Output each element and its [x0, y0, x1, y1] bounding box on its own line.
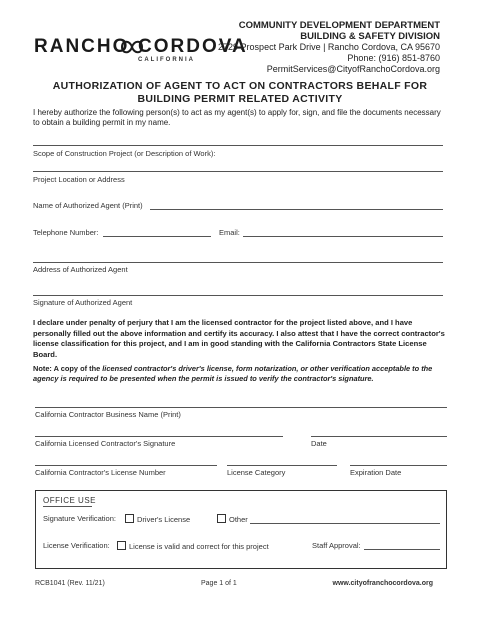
- note-text: [33, 364, 445, 384]
- other-option[interactable]: [217, 514, 248, 524]
- expiration-label: Expiration Date: [350, 468, 402, 477]
- license-verification-label: License Verification:: [43, 541, 110, 550]
- page-number: Page 1 of 1: [201, 580, 237, 587]
- other-checkbox[interactable]: [217, 514, 226, 523]
- telephone-field[interactable]: [103, 236, 211, 237]
- agent-signature-label: Signature of Authorized Agent: [33, 298, 133, 307]
- form-title: [0, 80, 480, 106]
- business-name-label: California Contractor Business Name (Print): [35, 410, 181, 419]
- office-use-heading: OFFICE USE: [43, 496, 97, 505]
- expiration-field[interactable]: [350, 465, 447, 466]
- department-email: PermitServices@CityofRanchoCordova.org: [266, 64, 440, 74]
- note-prefix: Note: A copy of the: [33, 364, 101, 373]
- office-use-underline: [43, 506, 92, 507]
- date-label: Date: [311, 439, 327, 448]
- scope-line-top[interactable]: [33, 145, 443, 146]
- contractor-signature-label: California Licensed Contractor's Signature: [35, 439, 176, 448]
- department-address: 2729 Prospect Park Drive | Rancho Cordova, CA 95670: [218, 42, 440, 52]
- license-number-label: California Contractor's License Number: [35, 468, 166, 477]
- other-field[interactable]: [250, 523, 440, 524]
- form-title-line2: BUILDING PERMIT RELATED ACTIVITY: [137, 93, 343, 105]
- license-category-label: License Category: [227, 468, 286, 477]
- office-use-box: [35, 490, 447, 569]
- other-text: Other: [229, 515, 248, 524]
- city-logo: [34, 36, 248, 72]
- agent-address-field[interactable]: [33, 262, 443, 263]
- website-link[interactable]: www.cityofranchocordova.org: [332, 580, 433, 587]
- agent-signature-field[interactable]: [33, 295, 443, 296]
- license-category-field[interactable]: [227, 465, 337, 466]
- agent-name-field[interactable]: [150, 209, 443, 210]
- form-title-line1: AUTHORIZATION OF AGENT TO ACT ON CONTRACTORS BEHALF FOR: [52, 80, 428, 92]
- form-number: RCB1041 (Rev. 11/21): [35, 580, 105, 587]
- department-header: [218, 20, 440, 75]
- scope-label: Scope of Construction Project (or Description of Work):: [33, 149, 216, 158]
- license-valid-option[interactable]: [117, 541, 269, 551]
- drivers-license-text: Driver's License: [137, 515, 191, 524]
- department-name: COMMUNITY DEVELOPMENT DEPARTMENT: [238, 20, 440, 31]
- telephone-label: Telephone Number:: [33, 228, 99, 237]
- logo-word-right: CORDOVA: [138, 36, 248, 57]
- division-name: BUILDING & SAFETY DIVISION: [300, 31, 440, 42]
- department-phone: Phone: (916) 851-8760: [347, 53, 440, 63]
- sig-verification-label: Signature Verification:: [43, 514, 116, 523]
- drivers-license-option[interactable]: [125, 514, 190, 524]
- drivers-license-checkbox[interactable]: [125, 514, 134, 523]
- date-field[interactable]: [311, 436, 447, 437]
- email-label: Email:: [219, 228, 240, 237]
- logo-word-left: RANCHO: [34, 36, 130, 57]
- staff-approval-label: Staff Approval:: [312, 541, 361, 550]
- license-number-field[interactable]: [35, 465, 217, 466]
- location-field[interactable]: [33, 171, 443, 172]
- logo-subtitle: CALIFORNIA: [138, 57, 195, 63]
- declaration-text: I declare under penalty of perjury that I am the licensed contractor for the project listed above, and I have personally filled out the above information and certify its accuracy. I also attest that I have the correct contractor's license classification for this project, and I am in good standing with the California Contractors State License Board.: [33, 318, 445, 359]
- agent-name-label: Name of Authorized Agent (Print): [33, 201, 143, 210]
- email-field[interactable]: [243, 236, 443, 237]
- note-body: licensed contractor's driver's license, form notarization, or other verification acceptable to the agency is required to be presented when the permit is issued to verify the contractor's signature.: [33, 364, 433, 383]
- license-valid-checkbox[interactable]: [117, 541, 126, 550]
- intro-text: I hereby authorize the following person(s) to act as my agent(s) to apply for, sign, and file the documents necessary to obtain a building permit in my name.: [33, 108, 441, 127]
- business-name-field[interactable]: [35, 407, 447, 408]
- staff-approval-field[interactable]: [364, 549, 440, 550]
- license-valid-text: License is valid and correct for this project: [129, 542, 269, 551]
- location-label: Project Location or Address: [33, 175, 125, 184]
- agent-address-label: Address of Authorized Agent: [33, 265, 128, 274]
- contractor-signature-field[interactable]: [35, 436, 283, 437]
